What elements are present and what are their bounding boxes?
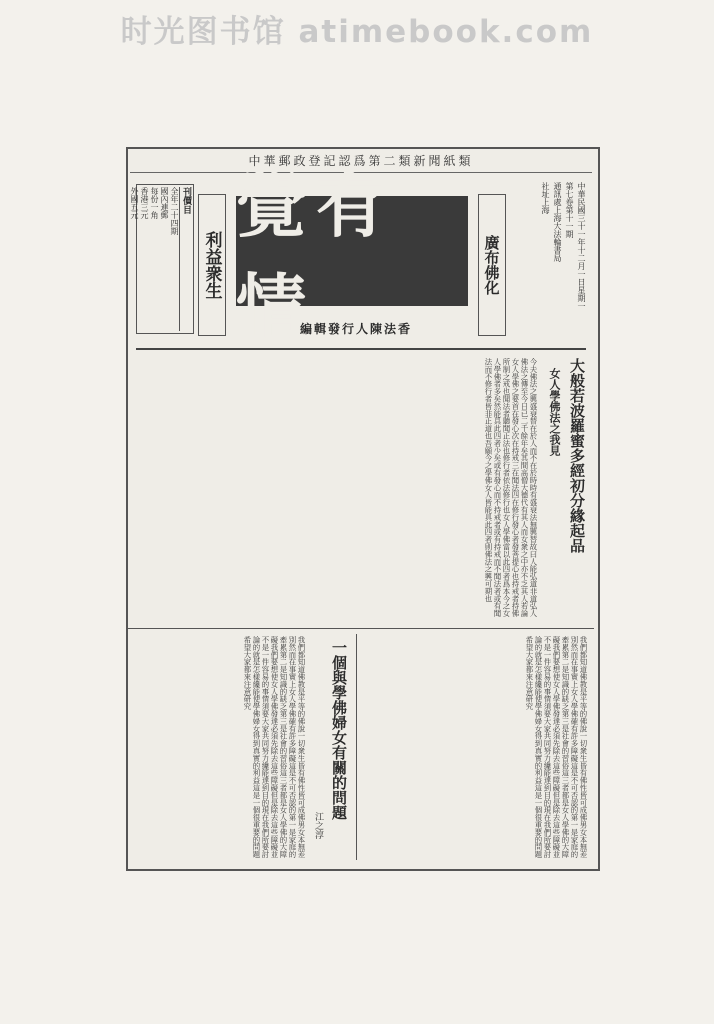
price-line: 外國五元 bbox=[130, 187, 139, 219]
article-1-subtitle: 女人學佛法之我見 bbox=[548, 368, 561, 456]
article-2-body-right: 我們都知道佛教是平等的佛說一切衆生皆有佛性皆可成佛男女本無差別然而在事實上女人學佛確有許多障礙這是不可否認的第一是家庭的牽累第二是知識的缺乏第三是社會的習俗這三者都是女人學佛的大障礙我們要想使女人學佛發達必須先除去這些障礙但是除去這些障礙並不是一件容易的事情須要大家共同努力纔能達到目的現在我們所要討論的就是怎樣纔能使學佛婦女得到真實的利益這是一個很重要的問題希望大家都來注意研究 bbox=[525, 636, 588, 858]
registration-line: 中華郵政登記認爲第二類新聞紙類 bbox=[130, 150, 592, 173]
article-2-author: 江之淳 bbox=[313, 812, 323, 839]
editor-line: 編輯發行人陳法香 bbox=[299, 322, 412, 336]
article-1-title: 大般若波羅蜜多經初分緣起品 bbox=[568, 358, 586, 553]
pub-line: 中華民國三十一年十二月一日星期一 bbox=[577, 182, 586, 310]
section-divider bbox=[128, 628, 594, 629]
pub-line: 通訊處上海大法輪書局 bbox=[553, 182, 562, 262]
slogan-left: 利益衆生 bbox=[198, 194, 226, 336]
article-1-body: 今夫佛法之興盛衰替在於人而不在於時時有盛衰法無興替故曰人能弘道非道弘人佛法之傳至今日已二千餘年矣其間高僧大德代有其人而女衆之中亦不乏其人若論女人學佛之要首在發心次在持戒三在聞法四在修行發心者發菩提心也持戒者持佛所制之戒也聞法者聽聞正法也修行者依法修行也女人學佛當以此四者爲本今之女人學佛者多矣然能具此四者少矣或有發心而不持戒者或有持戒而不聞法者或有聞法而不修行者皆非正道也吾願今之學佛女人皆能具此四者則佛法之興可期也 bbox=[484, 358, 538, 617]
price-line: 香港三元 bbox=[140, 187, 149, 219]
price-title: 刊價目 bbox=[179, 187, 191, 331]
slogan-right: 廣布佛化 bbox=[478, 194, 506, 336]
price-box bbox=[130, 184, 194, 334]
publication-info bbox=[526, 182, 586, 332]
article-2-body-left: 我們都知道佛教是平等的佛說一切衆生皆有佛性皆可成佛男女本無差別然而在事實上女人學佛確有許多障礙這是不可否認的第一是家庭的牽累第二是知識的缺乏第三是社會的習俗這三者都是女人學佛的大障礙我們要想使女人學佛發達必須先除去這些障礙但是除去這些障礙並不是一件容易的事情須要大家共同努力纔能達到目的現在我們所要討論的就是怎樣纔能使學佛婦女得到真實的利益這是一個很重要的問題希望大家都來注意研究 bbox=[243, 636, 306, 858]
price-line: 國內連郵 bbox=[160, 187, 169, 219]
watermark-text: 时光图书馆 atimebook.com bbox=[120, 14, 594, 50]
price-line: 全年二十四期 bbox=[170, 187, 179, 235]
pub-line: 社址上海 bbox=[541, 182, 550, 214]
price-lines bbox=[130, 187, 179, 331]
newspaper-title: 覺有情 bbox=[236, 164, 396, 348]
column-divider bbox=[356, 634, 357, 860]
pub-line: 第七卷第十一期 bbox=[565, 182, 574, 238]
article-2-title: 一個與學佛婦女有關的問題 bbox=[330, 640, 348, 820]
masthead bbox=[130, 164, 586, 350]
price-line: 每份一角 bbox=[150, 187, 159, 219]
